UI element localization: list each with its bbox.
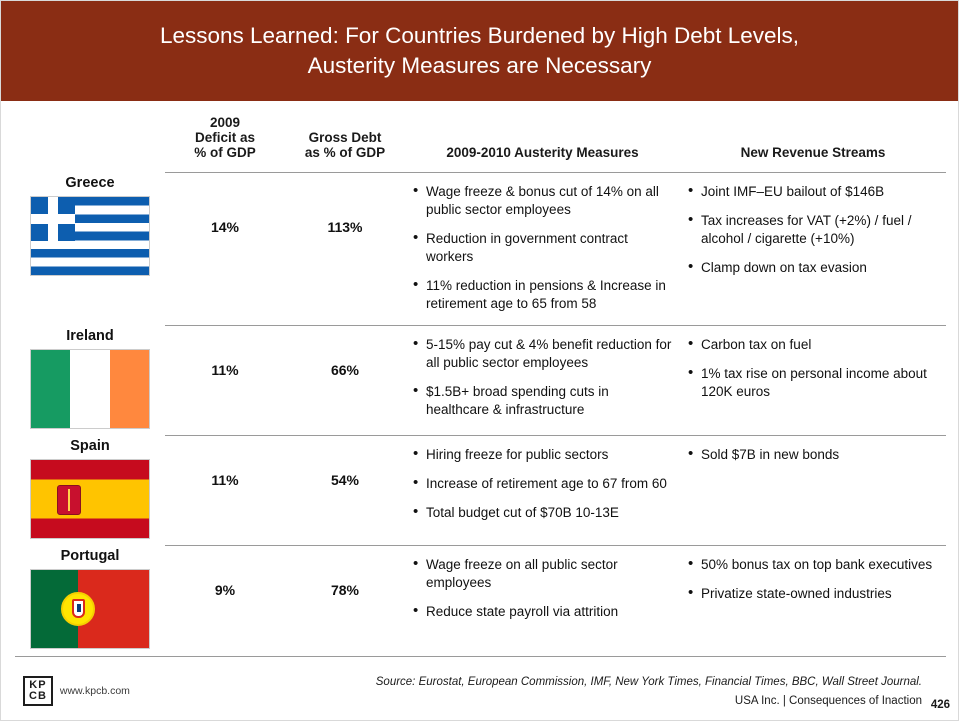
deck-title: USA Inc. | Consequences of Inaction — [734, 695, 922, 707]
list-item: • Clamp down on tax evasion — [688, 259, 938, 277]
list-item: • Privatize state-owned industries — [688, 585, 938, 603]
portugal-flag-icon — [31, 570, 149, 648]
list-item: • $1.5B+ broad spending cuts in healthcare & infrastructure — [413, 383, 672, 419]
country-label: Ireland — [66, 327, 114, 344]
debt-value: 113% — [285, 173, 405, 326]
revenue-streams — [680, 546, 946, 657]
list-item: • Increase of retirement age to 67 from 60 — [413, 475, 672, 493]
country-label: Spain — [70, 437, 110, 454]
revenue-streams — [680, 326, 946, 436]
column-header-deficit: 2009 Deficit as % of GDP — [165, 109, 285, 173]
list-item: • 11% reduction in pensions & Increase in retirement age to 65 from 58 — [413, 277, 672, 313]
debt-value: 78% — [285, 546, 405, 657]
country-label: Greece — [65, 174, 115, 191]
country-cell-ireland — [15, 326, 165, 436]
greece-flag-icon — [31, 197, 149, 275]
list-item: • Hiring freeze for public sectors — [413, 446, 672, 464]
country-cell-greece — [15, 173, 165, 326]
slide-body — [1, 109, 958, 657]
slide-footer — [1, 654, 958, 720]
country-cell-portugal — [15, 546, 165, 657]
list-item: • Sold $7B in new bonds — [688, 446, 938, 464]
revenue-streams — [680, 173, 946, 326]
deficit-value: 14% — [165, 173, 285, 326]
source-note: Source: Eurostat, European Commission, IMF, New York Times, Financial Times, BBC, Wall Street Journal. — [375, 676, 922, 688]
deficit-value: 11% — [165, 436, 285, 546]
column-header-revenue: New Revenue Streams — [680, 109, 946, 173]
kpcb-logo — [23, 676, 130, 706]
list-item: • Reduce state payroll via attrition — [413, 603, 672, 621]
flag-wrap — [15, 460, 165, 538]
list-item: • 50% bonus tax on top bank executives — [688, 556, 938, 574]
ireland-flag-icon — [31, 350, 149, 428]
list-item: • Wage freeze on all public sector employees — [413, 556, 672, 592]
country-label: Portugal — [60, 547, 120, 564]
revenue-streams — [680, 436, 946, 546]
deficit-value: 11% — [165, 326, 285, 436]
list-item: • 1% tax rise on personal income about 120K euros — [688, 365, 938, 401]
flag-wrap — [15, 350, 165, 428]
column-header-debt: Gross Debt as % of GDP — [285, 109, 405, 173]
flag-wrap — [15, 197, 165, 275]
page-title-line1: Lessons Learned: For Countries Burdened by High Debt Levels, — [159, 23, 800, 48]
austerity-measures — [405, 173, 680, 326]
table-body — [15, 173, 946, 657]
deficit-value: 9% — [165, 546, 285, 657]
table-header — [15, 109, 946, 173]
kpcb-mark-icon: KP CB — [23, 676, 53, 706]
debt-value: 54% — [285, 436, 405, 546]
list-item: • Carbon tax on fuel — [688, 336, 938, 354]
table-row — [15, 436, 946, 546]
austerity-measures — [405, 436, 680, 546]
spain-flag-icon — [31, 460, 149, 538]
austerity-table — [15, 109, 946, 657]
list-item: • Joint IMF–EU bailout of $146B — [688, 183, 938, 201]
flag-wrap — [15, 570, 165, 648]
austerity-measures — [405, 546, 680, 657]
country-cell-spain — [15, 436, 165, 546]
slide-header — [1, 1, 958, 101]
column-header-austerity: 2009-2010 Austerity Measures — [405, 109, 680, 173]
table-row — [15, 173, 946, 326]
austerity-measures — [405, 326, 680, 436]
kpcb-url[interactable]: www.kpcb.com — [59, 685, 130, 697]
debt-value: 66% — [285, 326, 405, 436]
column-header-country — [15, 109, 165, 173]
list-item: • Tax increases for VAT (+2%) / fuel / alcohol / cigarette (+10%) — [688, 212, 938, 248]
page-number: 426 — [930, 699, 950, 711]
page-title — [160, 21, 799, 81]
table-row — [15, 546, 946, 657]
list-item: • 5-15% pay cut & 4% benefit reduction for all public sector employees — [413, 336, 672, 372]
page-title-line2: Austerity Measures are Necessary — [307, 53, 652, 78]
list-item: • Wage freeze & bonus cut of 14% on all public sector employees — [413, 183, 672, 219]
list-item: • Reduction in government contract workers — [413, 230, 672, 266]
list-item: • Total budget cut of $70B 10-13E — [413, 504, 672, 522]
table-row — [15, 326, 946, 436]
